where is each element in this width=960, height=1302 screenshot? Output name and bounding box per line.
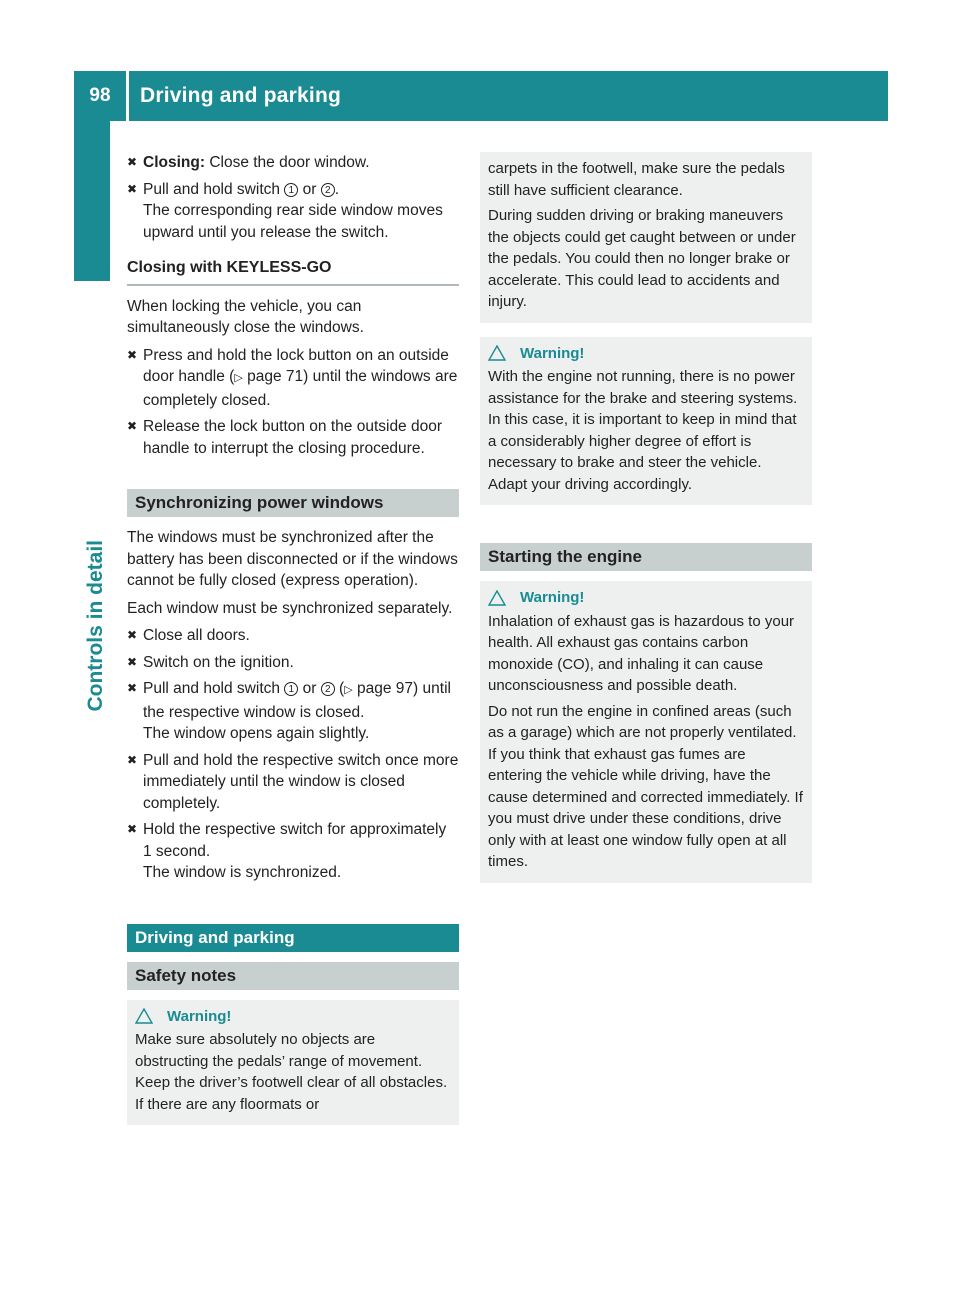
step-text: Pull and hold switch (143, 180, 280, 198)
step-arrow-icon: ✖ (127, 628, 138, 642)
step-sync-pull (127, 678, 459, 745)
step-text: . (334, 180, 340, 198)
switch-2-icon: 2 (321, 682, 335, 696)
chapter-label (84, 540, 114, 712)
page-ref-link[interactable]: page 71 (247, 368, 304, 385)
step-keyless-press (127, 345, 459, 412)
keyless-heading: Closing with KEYLESS-GO (127, 257, 459, 286)
step-text: Close the door window. (209, 154, 370, 171)
warning-title-text: Warning! (520, 589, 585, 606)
sync-paragraph: Each window must be synchronized separately. (127, 599, 453, 617)
step-arrow-icon: ✖ (127, 681, 138, 695)
step-keyless-release (127, 416, 459, 459)
step-text: Pull and hold switch (143, 680, 280, 697)
step-text: ( (339, 680, 345, 697)
page-ref-icon: ▷ (344, 684, 353, 696)
step-hold-switch (127, 819, 459, 884)
warning-box (127, 1000, 459, 1126)
step-result: The corresponding rear side window moves upward until you release the switch. (143, 202, 443, 241)
warning-text: Inhalation of exhaust gas is hazardous to your health. All exhaust gas contains carbon monoxide (CO), and inhaling it can cause unconsciousness and possible death. (488, 612, 795, 694)
driving-heading: Driving and parking (127, 924, 459, 952)
side-tab (74, 121, 110, 281)
warning-triangle-icon (488, 345, 506, 361)
page-title: Driving and parking (140, 84, 341, 107)
step-text: or (302, 180, 317, 198)
page-ref-icon: ▷ (234, 372, 243, 384)
left-column (127, 152, 459, 1125)
step-text: until the respective window is closed. (143, 680, 451, 721)
step-pull-again (127, 750, 459, 815)
warning-triangle-icon (488, 590, 506, 606)
page-ref-link[interactable]: page 97 (357, 680, 414, 697)
starting-heading: Starting the engine (480, 543, 812, 571)
step-text: Close all doors. (143, 627, 250, 644)
step-result: The window is synchronized. (143, 864, 342, 881)
step-label: Closing: (143, 154, 205, 171)
step-ignition (127, 652, 459, 674)
step-arrow-icon: ✖ (127, 419, 138, 433)
warning-text: Do not run the engine in confined areas (such as a garage) which are not properly ventilated. If you think that exhaust gas fumes are entering the vehicle while driving, have the cause determined and corrected immediately. If you must drive under these conditions, drive only with at least one window fully open at all times. (488, 702, 803, 870)
warning-triangle-icon (135, 1008, 153, 1024)
step-result: The window opens again slightly. (143, 725, 370, 742)
step-text: Switch on the ignition. (143, 653, 294, 671)
step-arrow-icon: ✖ (127, 155, 138, 169)
step-arrow-icon: ✖ (127, 347, 138, 362)
warning-box (480, 337, 812, 506)
step-closing (127, 152, 459, 174)
step-text: Hold the respective switch for approximately 1 second. (143, 821, 447, 860)
step-arrow-icon: ✖ (127, 822, 138, 836)
warning-text: With the engine not running, there is no power assistance for the brake and steering systems. In this case, it is important to keep in mind that a considerably higher degree of effort is necessary to brake and steer the vehicle. Adapt your driving accordingly. (488, 368, 798, 493)
warning-box (480, 581, 812, 883)
step-text: Press and hold the lock button on an outside door handle ( (143, 346, 449, 385)
step-close-doors (127, 625, 459, 647)
step-arrow-icon: ✖ (127, 181, 138, 196)
step-text: Release the lock button on the outside door handle to interrupt the closing procedure. (143, 418, 443, 457)
switch-1-icon: 1 (284, 183, 298, 197)
page-number: 98 (89, 85, 111, 106)
warning-box-continued (480, 152, 812, 323)
header-divider (126, 71, 129, 121)
keyless-intro: When locking the vehicle, you can simultaneously close the windows. (127, 297, 364, 336)
safety-heading: Safety notes (127, 962, 459, 990)
right-column (480, 152, 812, 883)
warning-title-text: Warning! (520, 344, 585, 362)
warning-text: carpets in the footwell, make sure the pedals still have sufficient clearance. (488, 160, 785, 199)
warning-title (488, 343, 804, 365)
step-arrow-icon: ✖ (127, 752, 138, 767)
sync-heading: Synchronizing power windows (127, 489, 459, 517)
switch-2-icon: 2 (321, 183, 335, 197)
warning-text: During sudden driving or braking maneuvers the objects could get caught between or under the pedals. You could then no longer brake or accelerate. This could lead to accidents and injury. (488, 207, 796, 310)
step-text: ) (413, 680, 419, 697)
step-pull-switch (127, 179, 459, 244)
warning-title-text: Warning! (167, 1007, 232, 1025)
step-text: or (302, 680, 317, 697)
step-text: ) until the windows are completely closed. (143, 368, 458, 409)
chapter-label-text: Controls in detail (84, 540, 107, 712)
switch-1-icon: 1 (284, 682, 298, 696)
warning-title (135, 1006, 451, 1028)
warning-title (488, 587, 804, 609)
sync-paragraph: The windows must be synchronized after the battery has been disconnected or if the windows cannot be fully closed (express operation). (127, 529, 458, 589)
warning-text: Make sure absolutely no objects are obstructing the pedals’ range of movement. Keep the driver’s footwell clear of all obstacles. If there are any floormats or (135, 1031, 448, 1113)
step-text: Pull and hold the respective switch once more immediately until the window is closed completely. (143, 751, 459, 812)
step-arrow-icon: ✖ (127, 654, 138, 669)
